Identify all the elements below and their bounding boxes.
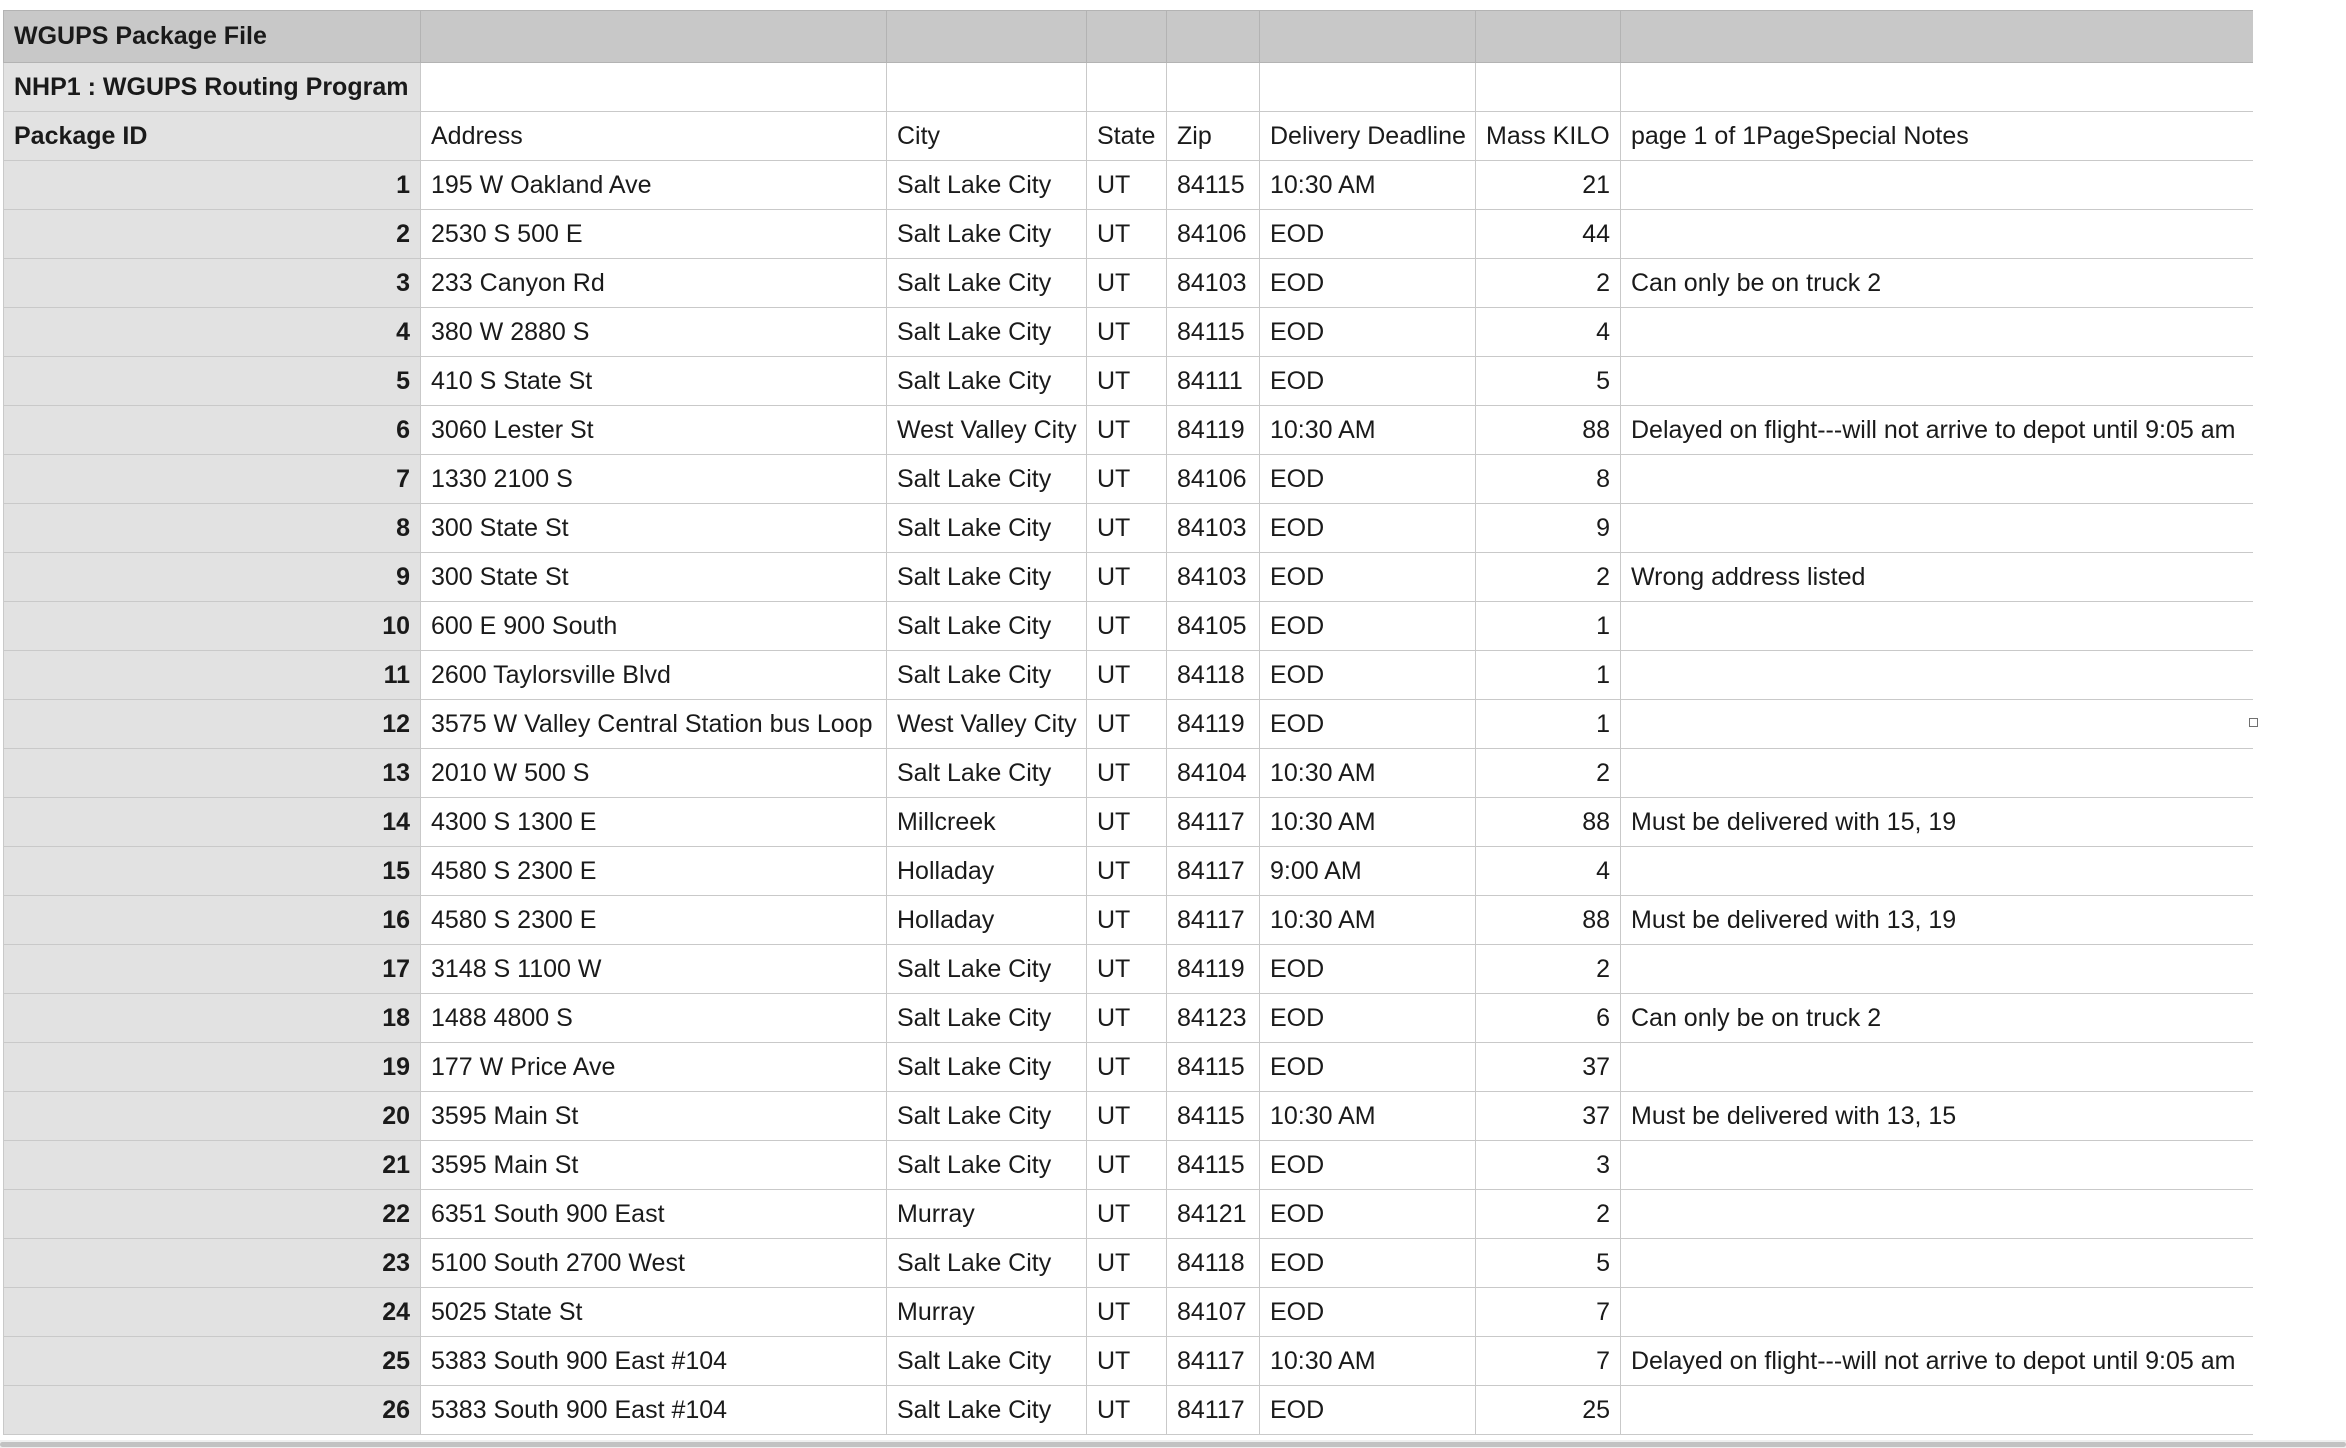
cell-state[interactable]: UT — [1087, 1190, 1167, 1239]
cell-special-notes[interactable]: Wrong address listed — [1621, 553, 2254, 602]
cell-zip[interactable]: 84115 — [1167, 161, 1260, 210]
cell-special-notes[interactable] — [1621, 210, 2254, 259]
cell-delivery-deadline[interactable]: 10:30 AM — [1260, 406, 1476, 455]
cell-address[interactable]: 1488 4800 S — [421, 994, 887, 1043]
cell-zip[interactable]: 84115 — [1167, 1043, 1260, 1092]
empty-cell[interactable] — [1087, 63, 1167, 112]
cell-state[interactable]: UT — [1087, 210, 1167, 259]
cell-city[interactable]: Salt Lake City — [887, 455, 1087, 504]
cell-mass[interactable]: 1 — [1476, 651, 1621, 700]
cell-zip[interactable]: 84103 — [1167, 553, 1260, 602]
table-row — [4, 504, 2254, 553]
table-row — [4, 1043, 2254, 1092]
cell-state[interactable]: UT — [1087, 700, 1167, 749]
cell-city[interactable]: Salt Lake City — [887, 308, 1087, 357]
cell-zip[interactable]: 84118 — [1167, 651, 1260, 700]
cell-state[interactable]: UT — [1087, 749, 1167, 798]
cell-city[interactable]: Holladay — [887, 896, 1087, 945]
cell-city[interactable]: Salt Lake City — [887, 994, 1087, 1043]
cell-state[interactable]: UT — [1087, 308, 1167, 357]
cell-mass[interactable]: 88 — [1476, 798, 1621, 847]
cell-mass[interactable]: 37 — [1476, 1043, 1621, 1092]
cell-delivery-deadline[interactable]: 10:30 AM — [1260, 1337, 1476, 1386]
cell-mass[interactable]: 5 — [1476, 357, 1621, 406]
cell-package-id[interactable]: 11 — [4, 651, 421, 700]
cell-mass[interactable]: 1 — [1476, 602, 1621, 651]
cell-delivery-deadline[interactable]: EOD — [1260, 651, 1476, 700]
cell-mass[interactable]: 6 — [1476, 994, 1621, 1043]
cell-address[interactable]: 5383 South 900 East #104 — [421, 1337, 887, 1386]
cell-special-notes[interactable] — [1621, 749, 2254, 798]
empty-cell[interactable] — [1476, 63, 1621, 112]
cell-delivery-deadline[interactable]: EOD — [1260, 455, 1476, 504]
cell-zip[interactable]: 84105 — [1167, 602, 1260, 651]
cell-zip[interactable]: 84103 — [1167, 504, 1260, 553]
cell-package-id[interactable]: 6 — [4, 406, 421, 455]
cell-state[interactable]: UT — [1087, 1239, 1167, 1288]
table-row — [4, 455, 2254, 504]
cell-city[interactable]: Murray — [887, 1190, 1087, 1239]
cell-address[interactable]: 1330 2100 S — [421, 455, 887, 504]
cell-mass[interactable]: 44 — [1476, 210, 1621, 259]
header-mass[interactable]: Mass KILO — [1476, 112, 1621, 161]
cell-special-notes[interactable] — [1621, 847, 2254, 896]
cell-package-id[interactable]: 25 — [4, 1337, 421, 1386]
table-row — [4, 1386, 2254, 1435]
cell-mass[interactable]: 4 — [1476, 308, 1621, 357]
cell-delivery-deadline[interactable]: EOD — [1260, 1288, 1476, 1337]
cell-package-id[interactable]: 15 — [4, 847, 421, 896]
cell-package-id[interactable]: 26 — [4, 1386, 421, 1435]
table-row — [4, 896, 2254, 945]
cell-special-notes[interactable]: Must be delivered with 15, 19 — [1621, 798, 2254, 847]
table-row — [4, 406, 2254, 455]
cell-state[interactable]: UT — [1087, 1141, 1167, 1190]
cell-address[interactable]: 177 W Price Ave — [421, 1043, 887, 1092]
cell-special-notes[interactable] — [1621, 602, 2254, 651]
cell-package-id[interactable]: 23 — [4, 1239, 421, 1288]
cell-address[interactable]: 4580 S 2300 E — [421, 896, 887, 945]
cell-special-notes[interactable] — [1621, 161, 2254, 210]
cell-city[interactable]: Salt Lake City — [887, 1337, 1087, 1386]
cell-city[interactable]: Salt Lake City — [887, 504, 1087, 553]
cell-mass[interactable]: 2 — [1476, 1190, 1621, 1239]
cell-mass[interactable]: 4 — [1476, 847, 1621, 896]
cell-package-id[interactable]: 24 — [4, 1288, 421, 1337]
cell-address[interactable]: 4580 S 2300 E — [421, 847, 887, 896]
cell-address[interactable]: 3595 Main St — [421, 1141, 887, 1190]
cell-address[interactable]: 2530 S 500 E — [421, 210, 887, 259]
table-row — [4, 1239, 2254, 1288]
cell-address[interactable]: 3148 S 1100 W — [421, 945, 887, 994]
cell-special-notes[interactable] — [1621, 651, 2254, 700]
table-row — [4, 749, 2254, 798]
cell-mass[interactable]: 8 — [1476, 455, 1621, 504]
subtitle-row — [4, 63, 2254, 112]
table-row — [4, 161, 2254, 210]
cell-special-notes[interactable] — [1621, 1386, 2254, 1435]
selection-resize-handle[interactable] — [2249, 718, 2258, 727]
cell-delivery-deadline[interactable]: EOD — [1260, 945, 1476, 994]
cell-delivery-deadline[interactable]: EOD — [1260, 1043, 1476, 1092]
cell-address[interactable]: 5025 State St — [421, 1288, 887, 1337]
cell-city[interactable]: Salt Lake City — [887, 553, 1087, 602]
cell-zip[interactable]: 84104 — [1167, 749, 1260, 798]
cell-package-id[interactable]: 17 — [4, 945, 421, 994]
cell-state[interactable]: UT — [1087, 504, 1167, 553]
cell-address[interactable]: 233 Canyon Rd — [421, 259, 887, 308]
cell-delivery-deadline[interactable]: EOD — [1260, 1141, 1476, 1190]
cell-zip[interactable]: 84115 — [1167, 1141, 1260, 1190]
empty-cell[interactable] — [1476, 11, 1621, 63]
cell-zip[interactable]: 84107 — [1167, 1288, 1260, 1337]
cell-mass[interactable]: 1 — [1476, 700, 1621, 749]
cell-delivery-deadline[interactable]: EOD — [1260, 259, 1476, 308]
cell-zip[interactable]: 84115 — [1167, 308, 1260, 357]
cell-special-notes[interactable] — [1621, 1288, 2254, 1337]
cell-zip[interactable]: 84118 — [1167, 1239, 1260, 1288]
cell-address[interactable]: 4300 S 1300 E — [421, 798, 887, 847]
cell-delivery-deadline[interactable]: EOD — [1260, 700, 1476, 749]
cell-city[interactable]: Salt Lake City — [887, 1239, 1087, 1288]
cell-mass[interactable]: 2 — [1476, 945, 1621, 994]
cell-delivery-deadline[interactable]: EOD — [1260, 1386, 1476, 1435]
cell-delivery-deadline[interactable]: EOD — [1260, 602, 1476, 651]
cell-state[interactable]: UT — [1087, 798, 1167, 847]
cell-package-id[interactable]: 16 — [4, 896, 421, 945]
cell-mass[interactable]: 37 — [1476, 1092, 1621, 1141]
cell-state[interactable]: UT — [1087, 259, 1167, 308]
cell-package-id[interactable]: 18 — [4, 994, 421, 1043]
cell-zip[interactable]: 84115 — [1167, 1092, 1260, 1141]
cell-zip[interactable]: 84117 — [1167, 1386, 1260, 1435]
cell-package-id[interactable]: 13 — [4, 749, 421, 798]
title-row — [4, 11, 2254, 63]
cell-package-id[interactable]: 1 — [4, 161, 421, 210]
cell-package-id[interactable]: 12 — [4, 700, 421, 749]
table-row — [4, 210, 2254, 259]
empty-cell[interactable] — [1167, 63, 1260, 112]
cell-package-id[interactable]: 20 — [4, 1092, 421, 1141]
table-row — [4, 553, 2254, 602]
cell-package-id[interactable]: 21 — [4, 1141, 421, 1190]
cell-special-notes[interactable] — [1621, 357, 2254, 406]
cell-mass[interactable]: 2 — [1476, 259, 1621, 308]
cell-special-notes[interactable] — [1621, 700, 2254, 749]
table-row — [4, 259, 2254, 308]
cell-package-id[interactable]: 22 — [4, 1190, 421, 1239]
sheet-subtitle[interactable]: NHP1 : WGUPS Routing Program — [4, 63, 421, 112]
cell-zip[interactable]: 84106 — [1167, 210, 1260, 259]
cell-state[interactable]: UT — [1087, 847, 1167, 896]
cell-mass[interactable]: 25 — [1476, 1386, 1621, 1435]
cell-zip[interactable]: 84117 — [1167, 1337, 1260, 1386]
cell-address[interactable]: 410 S State St — [421, 357, 887, 406]
cell-delivery-deadline[interactable]: 10:30 AM — [1260, 161, 1476, 210]
header-address[interactable]: Address — [421, 112, 887, 161]
cell-state[interactable]: UT — [1087, 553, 1167, 602]
cell-special-notes[interactable] — [1621, 455, 2254, 504]
cell-state[interactable]: UT — [1087, 1092, 1167, 1141]
package-table — [3, 10, 2253, 1435]
cell-zip[interactable]: 84119 — [1167, 700, 1260, 749]
cell-address[interactable]: 380 W 2880 S — [421, 308, 887, 357]
cell-delivery-deadline[interactable]: EOD — [1260, 553, 1476, 602]
cell-zip[interactable]: 84103 — [1167, 259, 1260, 308]
table-row — [4, 847, 2254, 896]
cell-city[interactable]: Salt Lake City — [887, 259, 1087, 308]
cell-city[interactable]: West Valley City — [887, 406, 1087, 455]
header-city[interactable]: City — [887, 112, 1087, 161]
cell-delivery-deadline[interactable]: EOD — [1260, 504, 1476, 553]
cell-state[interactable]: UT — [1087, 455, 1167, 504]
cell-mass[interactable]: 88 — [1476, 896, 1621, 945]
sheet-title[interactable]: WGUPS Package File — [4, 11, 421, 63]
cell-package-id[interactable]: 7 — [4, 455, 421, 504]
cell-state[interactable]: UT — [1087, 1043, 1167, 1092]
cell-city[interactable]: Murray — [887, 1288, 1087, 1337]
table-row — [4, 994, 2254, 1043]
cell-mass[interactable]: 5 — [1476, 1239, 1621, 1288]
cell-mass[interactable]: 9 — [1476, 504, 1621, 553]
cell-package-id[interactable]: 2 — [4, 210, 421, 259]
cell-special-notes[interactable]: Delayed on flight---will not arrive to depot until 9:05 am — [1621, 1337, 2254, 1386]
cell-state[interactable]: UT — [1087, 357, 1167, 406]
header-special-notes[interactable]: page 1 of 1PageSpecial Notes — [1621, 112, 2254, 161]
cell-city[interactable]: Salt Lake City — [887, 749, 1087, 798]
cell-mass[interactable]: 7 — [1476, 1337, 1621, 1386]
table-row — [4, 357, 2254, 406]
cell-delivery-deadline[interactable]: EOD — [1260, 357, 1476, 406]
cell-city[interactable]: West Valley City — [887, 700, 1087, 749]
cell-city[interactable]: Millcreek — [887, 798, 1087, 847]
cell-city[interactable]: Salt Lake City — [887, 1043, 1087, 1092]
empty-cell[interactable] — [1167, 11, 1260, 63]
cell-city[interactable]: Salt Lake City — [887, 651, 1087, 700]
cell-address[interactable]: 300 State St — [421, 504, 887, 553]
cell-delivery-deadline[interactable]: EOD — [1260, 308, 1476, 357]
cell-special-notes[interactable]: Can only be on truck 2 — [1621, 994, 2254, 1043]
cell-zip[interactable]: 84121 — [1167, 1190, 1260, 1239]
cell-address[interactable]: 5100 South 2700 West — [421, 1239, 887, 1288]
horizontal-scrollbar[interactable] — [0, 1440, 2346, 1448]
cell-special-notes[interactable]: Must be delivered with 13, 19 — [1621, 896, 2254, 945]
empty-cell[interactable] — [887, 63, 1087, 112]
cell-special-notes[interactable]: Delayed on flight---will not arrive to depot until 9:05 am — [1621, 406, 2254, 455]
cell-delivery-deadline[interactable]: 10:30 AM — [1260, 798, 1476, 847]
cell-address[interactable]: 3595 Main St — [421, 1092, 887, 1141]
cell-address[interactable]: 5383 South 900 East #104 — [421, 1386, 887, 1435]
cell-address[interactable]: 3575 W Valley Central Station bus Loop — [421, 700, 887, 749]
header-package-id[interactable]: Package ID — [4, 112, 421, 161]
table-row — [4, 1141, 2254, 1190]
cell-state[interactable]: UT — [1087, 896, 1167, 945]
cell-delivery-deadline[interactable]: EOD — [1260, 994, 1476, 1043]
cell-package-id[interactable]: 9 — [4, 553, 421, 602]
cell-address[interactable]: 6351 South 900 East — [421, 1190, 887, 1239]
cell-special-notes[interactable] — [1621, 308, 2254, 357]
cell-zip[interactable]: 84119 — [1167, 945, 1260, 994]
cell-mass[interactable]: 21 — [1476, 161, 1621, 210]
cell-special-notes[interactable]: Can only be on truck 2 — [1621, 259, 2254, 308]
table-row — [4, 1190, 2254, 1239]
cell-mass[interactable]: 3 — [1476, 1141, 1621, 1190]
cell-address[interactable]: 2600 Taylorsville Blvd — [421, 651, 887, 700]
cell-city[interactable]: Salt Lake City — [887, 1092, 1087, 1141]
cell-delivery-deadline[interactable]: 10:30 AM — [1260, 1092, 1476, 1141]
cell-city[interactable]: Salt Lake City — [887, 1386, 1087, 1435]
table-row — [4, 798, 2254, 847]
cell-city[interactable]: Salt Lake City — [887, 1141, 1087, 1190]
cell-special-notes[interactable] — [1621, 504, 2254, 553]
cell-delivery-deadline[interactable]: 9:00 AM — [1260, 847, 1476, 896]
cell-package-id[interactable]: 10 — [4, 602, 421, 651]
cell-zip[interactable]: 84111 — [1167, 357, 1260, 406]
cell-delivery-deadline[interactable]: 10:30 AM — [1260, 896, 1476, 945]
cell-address[interactable]: 600 E 900 South — [421, 602, 887, 651]
cell-city[interactable]: Salt Lake City — [887, 161, 1087, 210]
table-row — [4, 1288, 2254, 1337]
cell-city[interactable]: Salt Lake City — [887, 210, 1087, 259]
cell-special-notes[interactable] — [1621, 1141, 2254, 1190]
cell-city[interactable]: Salt Lake City — [887, 945, 1087, 994]
cell-special-notes[interactable] — [1621, 1190, 2254, 1239]
cell-zip[interactable]: 84117 — [1167, 896, 1260, 945]
cell-city[interactable]: Holladay — [887, 847, 1087, 896]
table-row — [4, 651, 2254, 700]
empty-cell[interactable] — [1087, 11, 1167, 63]
table-row — [4, 1092, 2254, 1141]
cell-address[interactable]: 2010 W 500 S — [421, 749, 887, 798]
empty-cell[interactable] — [421, 11, 887, 63]
cell-special-notes[interactable]: Must be delivered with 13, 15 — [1621, 1092, 2254, 1141]
cell-state[interactable]: UT — [1087, 651, 1167, 700]
cell-package-id[interactable]: 4 — [4, 308, 421, 357]
cell-city[interactable]: Salt Lake City — [887, 602, 1087, 651]
cell-state[interactable]: UT — [1087, 1386, 1167, 1435]
cell-special-notes[interactable] — [1621, 945, 2254, 994]
empty-cell[interactable] — [1621, 63, 2254, 112]
cell-delivery-deadline[interactable]: 10:30 AM — [1260, 749, 1476, 798]
cell-package-id[interactable]: 5 — [4, 357, 421, 406]
spreadsheet-sheet[interactable] — [3, 10, 2253, 1438]
table-row — [4, 700, 2254, 749]
header-delivery-deadline[interactable]: Delivery Deadline — [1260, 112, 1476, 161]
header-zip[interactable]: Zip — [1167, 112, 1260, 161]
cell-zip[interactable]: 84119 — [1167, 406, 1260, 455]
cell-package-id[interactable]: 19 — [4, 1043, 421, 1092]
empty-cell[interactable] — [421, 63, 887, 112]
cell-mass[interactable]: 88 — [1476, 406, 1621, 455]
table-row — [4, 308, 2254, 357]
cell-mass[interactable]: 2 — [1476, 553, 1621, 602]
cell-address[interactable]: 3060 Lester St — [421, 406, 887, 455]
cell-state[interactable]: UT — [1087, 994, 1167, 1043]
empty-cell[interactable] — [1260, 11, 1476, 63]
cell-zip[interactable]: 84106 — [1167, 455, 1260, 504]
empty-cell[interactable] — [887, 11, 1087, 63]
cell-state[interactable]: UT — [1087, 161, 1167, 210]
cell-state[interactable]: UT — [1087, 1288, 1167, 1337]
cell-state[interactable]: UT — [1087, 945, 1167, 994]
cell-state[interactable]: UT — [1087, 1337, 1167, 1386]
cell-state[interactable]: UT — [1087, 602, 1167, 651]
table-row — [4, 602, 2254, 651]
table-row — [4, 1337, 2254, 1386]
table-row — [4, 945, 2254, 994]
cell-address[interactable]: 195 W Oakland Ave — [421, 161, 887, 210]
empty-cell[interactable] — [1260, 63, 1476, 112]
cell-zip[interactable]: 84117 — [1167, 847, 1260, 896]
cell-delivery-deadline[interactable]: EOD — [1260, 1190, 1476, 1239]
cell-zip[interactable]: 84123 — [1167, 994, 1260, 1043]
cell-city[interactable]: Salt Lake City — [887, 357, 1087, 406]
cell-delivery-deadline[interactable]: EOD — [1260, 210, 1476, 259]
header-state[interactable]: State — [1087, 112, 1167, 161]
empty-cell[interactable] — [1621, 11, 2254, 63]
column-header-row — [4, 112, 2254, 161]
cell-delivery-deadline[interactable]: EOD — [1260, 1239, 1476, 1288]
cell-special-notes[interactable] — [1621, 1239, 2254, 1288]
cell-package-id[interactable]: 8 — [4, 504, 421, 553]
scrollbar-thumb[interactable] — [0, 1442, 2346, 1447]
cell-address[interactable]: 300 State St — [421, 553, 887, 602]
cell-mass[interactable]: 7 — [1476, 1288, 1621, 1337]
cell-package-id[interactable]: 3 — [4, 259, 421, 308]
cell-package-id[interactable]: 14 — [4, 798, 421, 847]
cell-mass[interactable]: 2 — [1476, 749, 1621, 798]
cell-zip[interactable]: 84117 — [1167, 798, 1260, 847]
cell-special-notes[interactable] — [1621, 1043, 2254, 1092]
cell-state[interactable]: UT — [1087, 406, 1167, 455]
